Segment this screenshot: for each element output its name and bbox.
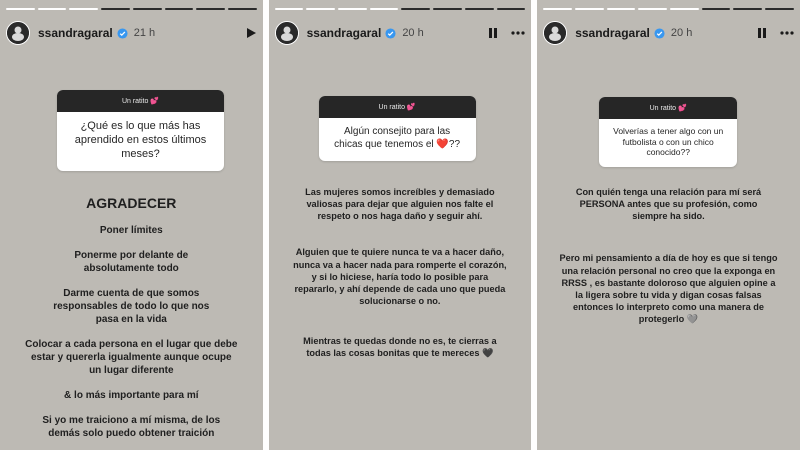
verified-badge-icon xyxy=(117,28,128,39)
story-timestamp: 20 h xyxy=(402,27,424,39)
story-username[interactable]: ssandragaral xyxy=(306,26,382,40)
story-panel-3[interactable] xyxy=(537,0,800,450)
progress-segment xyxy=(702,8,731,10)
play-icon[interactable] xyxy=(245,27,257,39)
story-progress-bar xyxy=(6,8,257,10)
answer-paragraph: Ponerme por delante de absolutamente todo xyxy=(74,250,189,275)
answer-paragraph: Si yo me traiciono a mí misma, de los demás solo puedo obtener traición xyxy=(42,415,221,440)
progress-segment xyxy=(133,8,162,10)
question-text: Algún consejito para las chicas que tenemos el ❤️?? xyxy=(334,126,461,150)
avatar[interactable] xyxy=(6,21,30,45)
question-sticker-header xyxy=(599,97,737,119)
progress-segment xyxy=(165,8,194,10)
progress-segment xyxy=(101,8,130,10)
progress-segment xyxy=(765,8,794,10)
answer-title: AGRADECER xyxy=(86,195,177,211)
answer-paragraph: Con quién tenga una relación para mí será PERSONA antes que su profesión, como siempre ha sido. xyxy=(575,187,762,222)
answer-text xyxy=(20,194,243,440)
story-panel-1[interactable] xyxy=(0,0,263,450)
avatar[interactable] xyxy=(543,21,567,45)
progress-segment xyxy=(433,8,462,10)
progress-segment xyxy=(196,8,225,10)
progress-segment xyxy=(38,8,67,10)
question-sticker-title: Un ratito 💕 xyxy=(378,104,416,111)
question-sticker xyxy=(319,96,476,161)
question-sticker-header xyxy=(57,90,224,112)
question-text: Volverías a tener algo con un futbolista o con un chico conocido?? xyxy=(613,126,724,158)
story-timestamp: 20 h xyxy=(670,27,693,39)
progress-segment xyxy=(275,8,304,10)
question-sticker-title: Un ratito 💕 xyxy=(649,105,687,112)
answer-paragraph: Darme cuenta de que somos responsables de todo lo que nos pasa en la vida xyxy=(53,288,210,326)
answer-paragraph: Las mujeres somos increíbles y demasiado valiosas para dejar que alguien nos falte el respeto o nos haga daño y seguir ahí. xyxy=(305,187,495,222)
progress-segment xyxy=(228,8,257,10)
story-username[interactable]: ssandragaral xyxy=(575,26,650,40)
answer-paragraph: Colocar a cada persona en el lugar que debe estar y quererla igualmente aunque ocupe un lugar diferente xyxy=(25,339,238,377)
progress-segment xyxy=(575,8,604,10)
story-progress-bar xyxy=(275,8,526,10)
question-sticker-header xyxy=(319,96,476,118)
question-sticker-title: Un ratito 💕 xyxy=(121,98,160,105)
pause-icon[interactable] xyxy=(756,27,768,39)
progress-segment xyxy=(69,8,98,10)
progress-segment xyxy=(306,8,335,10)
answer-text xyxy=(557,186,780,325)
progress-segment xyxy=(338,8,367,10)
answer-paragraph: Pero mi pensamiento a día de hoy es que si tengo una relación personal no creo que la exponga en RRSS , es bastante doloroso que alguien opine a la ligera sobre tu vida y digan cosas falsas entonces lo interpreto como una manera de protegerlo 🩶 xyxy=(559,253,778,325)
progress-segment xyxy=(607,8,636,10)
story-header xyxy=(275,18,526,48)
progress-segment xyxy=(638,8,667,10)
avatar[interactable] xyxy=(275,21,299,45)
answer-paragraph: Poner límites xyxy=(99,225,163,237)
answer-paragraph: & lo más importante para mí xyxy=(64,390,199,402)
question-sticker xyxy=(57,90,224,171)
progress-segment xyxy=(733,8,762,10)
progress-segment xyxy=(6,8,35,10)
progress-segment xyxy=(543,8,572,10)
more-icon[interactable] xyxy=(780,31,794,35)
story-timestamp: 21 h xyxy=(133,27,156,39)
story-header xyxy=(543,18,794,48)
verified-badge-icon xyxy=(654,28,665,39)
progress-segment xyxy=(370,8,399,10)
story-username[interactable]: ssandragaral xyxy=(38,26,113,40)
story-panel-2[interactable] xyxy=(269,0,532,450)
question-text: ¿Qué es lo que más has aprendido en estos últimos meses? xyxy=(74,120,207,160)
answer-paragraph: Alguien que te quiere nunca te va a hacer daño, nunca va a hacer nada para romperte el corazón, y si lo hiciese, haría todo lo posible para repararlo, y ahí depende de cada uno que pueda solucionarse o no. xyxy=(293,247,507,306)
answer-paragraph: Mientras te quedas donde no es, te cierras a todas las cosas bonitas que te mereces 🖤 xyxy=(303,336,497,359)
progress-segment xyxy=(670,8,699,10)
more-icon[interactable] xyxy=(511,31,525,35)
progress-segment xyxy=(497,8,526,10)
question-sticker xyxy=(599,97,737,167)
verified-badge-icon xyxy=(385,28,396,39)
progress-segment xyxy=(401,8,430,10)
answer-text xyxy=(289,186,512,359)
story-progress-bar xyxy=(543,8,794,10)
pause-icon[interactable] xyxy=(487,27,499,39)
story-header xyxy=(6,18,257,48)
progress-segment xyxy=(465,8,494,10)
